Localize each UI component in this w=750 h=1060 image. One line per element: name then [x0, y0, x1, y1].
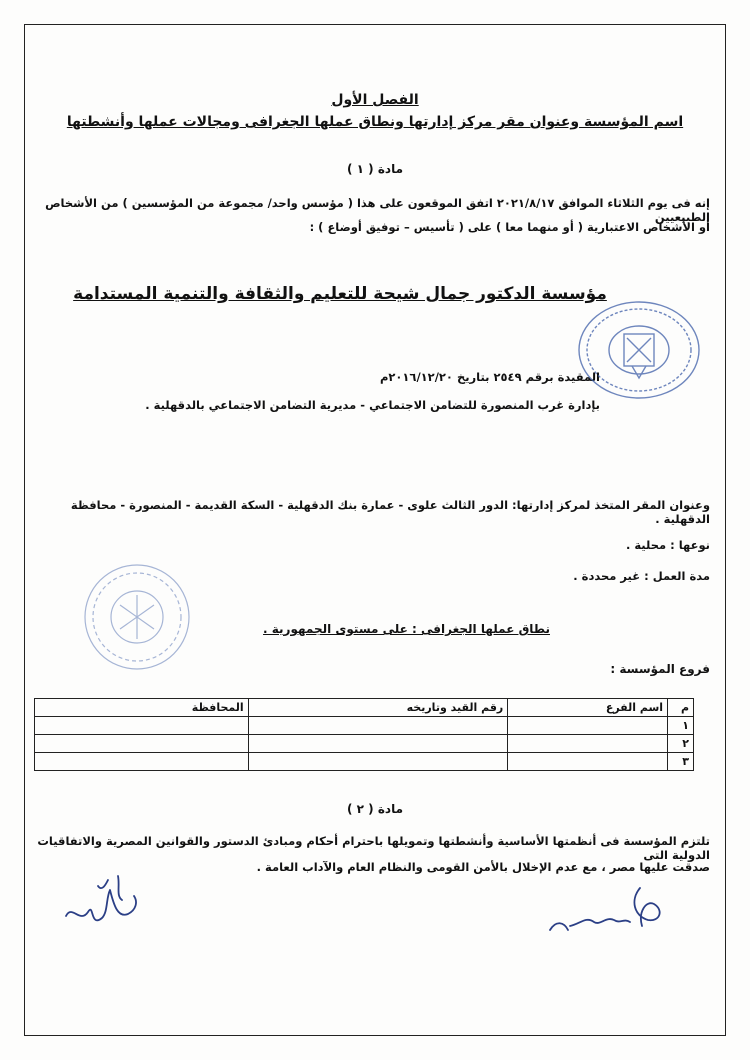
duration-line: مدة العمل : غير محددة .	[573, 569, 710, 583]
signature-right-icon	[530, 880, 680, 950]
table-cell	[248, 735, 508, 753]
foundation-name: مؤسسة الدكتور جمال شيحة للتعليم والثقافة والتنمية المستدامة	[73, 284, 607, 304]
article-2-label: مادة ( ٢ )	[346, 802, 404, 816]
table-cell	[508, 753, 668, 771]
signature-left-icon	[58, 866, 148, 936]
table-cell: ١	[668, 717, 694, 735]
table-cell	[248, 753, 508, 771]
branches-table	[34, 698, 694, 771]
table-header-row	[35, 699, 694, 717]
branches-label: فروع المؤسسة :	[610, 662, 710, 676]
table-row	[35, 717, 694, 735]
table-cell	[508, 735, 668, 753]
admin-line: بإدارة غرب المنصورة للتضامن الاجتماعي - مديرية التضامن الاجتماعي بالدقهلية .	[145, 398, 600, 412]
table-cell: ٣	[668, 753, 694, 771]
col-header-branch-name: اسم الفرع	[508, 699, 668, 717]
registration-line: المقيدة برقم ٢٥٤٩ بتاريخ ٢٠١٦/١٢/٢٠م	[379, 370, 600, 384]
table-cell	[35, 735, 249, 753]
table-cell	[35, 717, 249, 735]
article-2-line-1: تلتزم المؤسسة فى أنظمتها الأساسية وأنشطتها وتمويلها باحترام أحكام ومبادئ الدستور والقوانين المصرية والاتفاقيات الدولية التى	[37, 834, 710, 862]
official-stamp-icon	[574, 296, 704, 404]
col-header-registration: رقم القيد وتاريخه	[248, 699, 508, 717]
chapter-subtitle: اسم المؤسسة وعنوان مقر مركز إدارتها ونطاق عملها الجغرافى ومجالات عملها وأنشطتها	[66, 114, 684, 130]
col-header-governorate: المحافظة	[35, 699, 249, 717]
col-header-index: م	[668, 699, 694, 717]
article-2-line-2: صدقت عليها مصر ، مع عدم الإخلال بالأمن القومى والنظام العام والآداب العامة .	[256, 860, 710, 874]
intro-line-2: أو الأشخاص الاعتبارية ( أو منهما معا ) على ( تأسيس – توفيق أوضاع ) :	[309, 220, 710, 234]
table-cell	[35, 753, 249, 771]
address-line: وعنوان المقر المتخذ لمركز إدارتها: الدور الثالث علوى - عمارة بنك الدقهلية - السكة القديمة - المنصورة - محافظة الدقهلية .	[70, 498, 710, 526]
scope-line: نطاق عملها الجغرافى : على مستوى الجمهورية .	[263, 622, 550, 636]
table-cell: ٢	[668, 735, 694, 753]
table-row	[35, 735, 694, 753]
table-cell	[508, 717, 668, 735]
chapter-title: الفصل الأول	[331, 92, 419, 108]
type-line: نوعها : محلية .	[625, 538, 710, 552]
table-cell	[248, 717, 508, 735]
faded-stamp-icon	[80, 560, 195, 675]
article-1-label: مادة ( ١ )	[346, 162, 404, 176]
intro-line-1: إنه فى يوم الثلاثاء الموافق ٢٠٢١/٨/١٧ اتفق الموقعون على هذا ( مؤسس واحد/ مجموعة من المؤسسين ) من الأشخاص الطبيعيين	[45, 196, 710, 224]
table-row	[35, 753, 694, 771]
